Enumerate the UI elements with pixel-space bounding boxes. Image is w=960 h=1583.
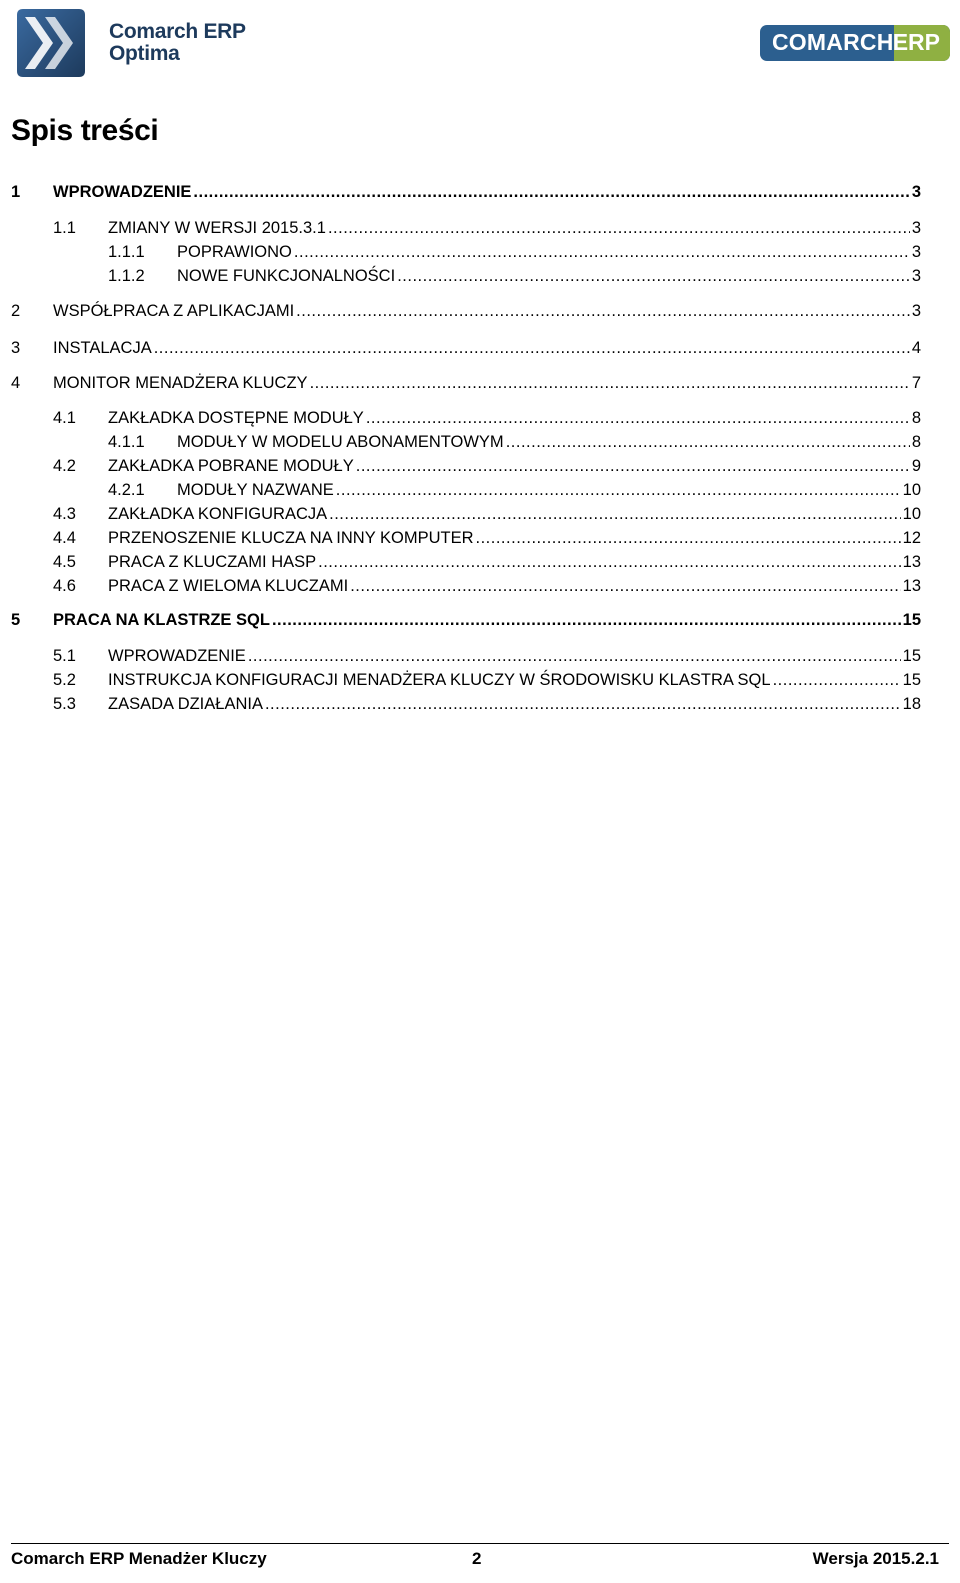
toc-dot-leader bbox=[328, 219, 910, 238]
toc-entry-title: ZAKŁADKA POBRANE MODUŁY bbox=[108, 457, 354, 475]
toc-entry-number: 3 bbox=[11, 339, 21, 357]
comarch-erp-optima-logo bbox=[15, 7, 255, 79]
toc-entry[interactable] bbox=[53, 529, 921, 548]
toc-entry-page: 18 bbox=[902, 695, 921, 713]
page-title: Spis treści bbox=[11, 114, 159, 147]
toc-entry[interactable] bbox=[11, 339, 921, 358]
toc-entry-title: INSTRUKCJA KONFIGURACJI MENADŻERA KLUCZY W ŚRODOWISKU KLASTRA SQL bbox=[108, 671, 771, 689]
toc-dot-leader bbox=[296, 302, 910, 321]
toc-entry-number: 2 bbox=[11, 302, 21, 320]
toc-entry-page: 3 bbox=[911, 219, 921, 237]
toc-entry-title: MODUŁY NAZWANE bbox=[177, 481, 334, 499]
toc-dot-leader bbox=[397, 267, 910, 286]
toc-dot-leader bbox=[294, 243, 910, 262]
toc-entry-title: WSPÓŁPRACA Z APLIKACJAMI bbox=[53, 302, 295, 320]
toc-entry-page: 15 bbox=[902, 647, 921, 665]
footer-version: Wersja 2015.2.1 bbox=[812, 1549, 939, 1568]
toc-entry[interactable] bbox=[53, 671, 921, 690]
logo-line2: Optima bbox=[109, 42, 180, 65]
toc-entry-title: POPRAWIONO bbox=[177, 243, 292, 261]
toc-entry-number: 4 bbox=[11, 374, 21, 392]
toc-dot-leader bbox=[773, 671, 901, 690]
toc-dot-leader bbox=[366, 409, 910, 428]
toc-entry[interactable] bbox=[108, 267, 921, 286]
toc-entry-number: 4.2 bbox=[53, 457, 76, 475]
toc-entry[interactable] bbox=[53, 505, 921, 524]
toc-dot-leader bbox=[329, 505, 901, 524]
toc-entry-number: 5.1 bbox=[53, 647, 76, 665]
toc-entry[interactable] bbox=[53, 553, 921, 572]
toc-entry-title: INSTALACJA bbox=[53, 339, 152, 357]
toc-entry-number: 4.1 bbox=[53, 409, 76, 427]
toc-entry-number: 4.6 bbox=[53, 577, 76, 595]
toc-dot-leader bbox=[310, 374, 910, 393]
toc-entry-title: ZAKŁADKA KONFIGURACJA bbox=[108, 505, 328, 523]
toc-entry-number: 4.4 bbox=[53, 529, 76, 547]
toc-entry-title: PRACA NA KLASTRZE SQL bbox=[53, 611, 270, 629]
logo-line1: Comarch ERP bbox=[109, 20, 246, 43]
toc-entry-title: PRACA Z WIELOMA KLUCZAMI bbox=[108, 577, 349, 595]
toc-entry-page: 12 bbox=[902, 529, 921, 547]
toc-dot-leader bbox=[265, 695, 901, 714]
toc-entry-page: 10 bbox=[902, 481, 921, 499]
toc-entry-page: 10 bbox=[902, 505, 921, 523]
toc-entry[interactable] bbox=[11, 183, 921, 202]
toc-entry-number: 1.1.1 bbox=[108, 243, 145, 261]
logo-word-erp: ERP bbox=[892, 29, 940, 55]
toc-entry-number: 5 bbox=[11, 611, 21, 629]
toc-entry-number: 4.2.1 bbox=[108, 481, 145, 499]
toc-entry[interactable] bbox=[53, 219, 921, 238]
toc-dot-leader bbox=[336, 481, 901, 500]
toc-entry-page: 9 bbox=[911, 457, 921, 475]
toc-entry-page: 7 bbox=[911, 374, 921, 392]
toc-entry-page: 13 bbox=[902, 553, 921, 571]
comarch-erp-logo bbox=[760, 25, 950, 61]
toc-entry-page: 8 bbox=[911, 409, 921, 427]
toc-entry-number: 1.1.2 bbox=[108, 267, 145, 285]
toc-entry[interactable] bbox=[11, 611, 921, 630]
toc-entry-number: 4.3 bbox=[53, 505, 76, 523]
toc-entry-title: MODUŁY W MODELU ABONAMENTOWYM bbox=[177, 433, 504, 451]
toc-entry-page: 15 bbox=[902, 671, 921, 689]
toc-dot-leader bbox=[356, 457, 910, 476]
toc-entry[interactable] bbox=[53, 577, 921, 596]
toc-dot-leader bbox=[248, 647, 901, 666]
toc-entry-title: WPROWADZENIE bbox=[53, 183, 192, 201]
toc-entry-title: WPROWADZENIE bbox=[108, 647, 246, 665]
toc-entry-number: 5.3 bbox=[53, 695, 76, 713]
toc-entry[interactable] bbox=[108, 433, 921, 452]
toc-entry[interactable] bbox=[108, 243, 921, 262]
toc-entry-number: 4.5 bbox=[53, 553, 76, 571]
toc-entry-page: 8 bbox=[911, 433, 921, 451]
toc-entry[interactable] bbox=[53, 457, 921, 476]
toc-entry[interactable] bbox=[53, 409, 921, 428]
toc-entry-title: PRZENOSZENIE KLUCZA NA INNY KOMPUTER bbox=[108, 529, 474, 547]
toc-entry-page: 4 bbox=[911, 339, 921, 357]
toc-entry-title: ZASADA DZIAŁANIA bbox=[108, 695, 263, 713]
chevron-arrows-icon bbox=[15, 7, 87, 79]
toc-dot-leader bbox=[154, 339, 910, 358]
toc-dot-leader bbox=[318, 553, 901, 572]
toc-entry-page: 3 bbox=[911, 302, 921, 320]
toc-dot-leader bbox=[272, 611, 901, 630]
toc-entry-page: 3 bbox=[911, 243, 921, 261]
toc-entry-number: 5.2 bbox=[53, 671, 76, 689]
toc-entry-title: ZMIANY W WERSJI 2015.3.1 bbox=[108, 219, 326, 237]
toc-dot-leader bbox=[193, 183, 909, 202]
logo-word-comarch: COMARCH bbox=[772, 29, 894, 55]
toc-entry-title: NOWE FUNKCJONALNOŚCI bbox=[177, 267, 396, 285]
toc-entry-number: 1 bbox=[11, 183, 21, 201]
footer-page-number: 2 bbox=[472, 1549, 482, 1568]
toc-entry-title: PRACA Z KLUCZAMI HASP bbox=[108, 553, 317, 571]
toc-entry[interactable] bbox=[108, 481, 921, 500]
page-footer bbox=[11, 1543, 949, 1574]
toc-entry[interactable] bbox=[11, 302, 921, 321]
toc-entry-number: 1.1 bbox=[53, 219, 76, 237]
toc-entry[interactable] bbox=[53, 695, 921, 714]
toc-entry-title: ZAKŁADKA DOSTĘPNE MODUŁY bbox=[108, 409, 364, 427]
toc-entry-page: 13 bbox=[902, 577, 921, 595]
toc-entry-page: 3 bbox=[911, 267, 921, 285]
toc-entry-page: 15 bbox=[902, 611, 921, 629]
footer-document-title: Comarch ERP Menadżer Kluczy bbox=[11, 1549, 267, 1568]
toc-dot-leader bbox=[506, 433, 910, 452]
toc-dot-leader bbox=[350, 577, 900, 596]
toc-entry-title: MONITOR MENADŻERA KLUCZY bbox=[53, 374, 308, 392]
toc-dot-leader bbox=[476, 529, 901, 548]
toc-entry[interactable] bbox=[11, 374, 921, 393]
toc-entry[interactable] bbox=[53, 647, 921, 666]
toc-entry-number: 4.1.1 bbox=[108, 433, 145, 451]
toc-entry-page: 3 bbox=[911, 183, 921, 201]
